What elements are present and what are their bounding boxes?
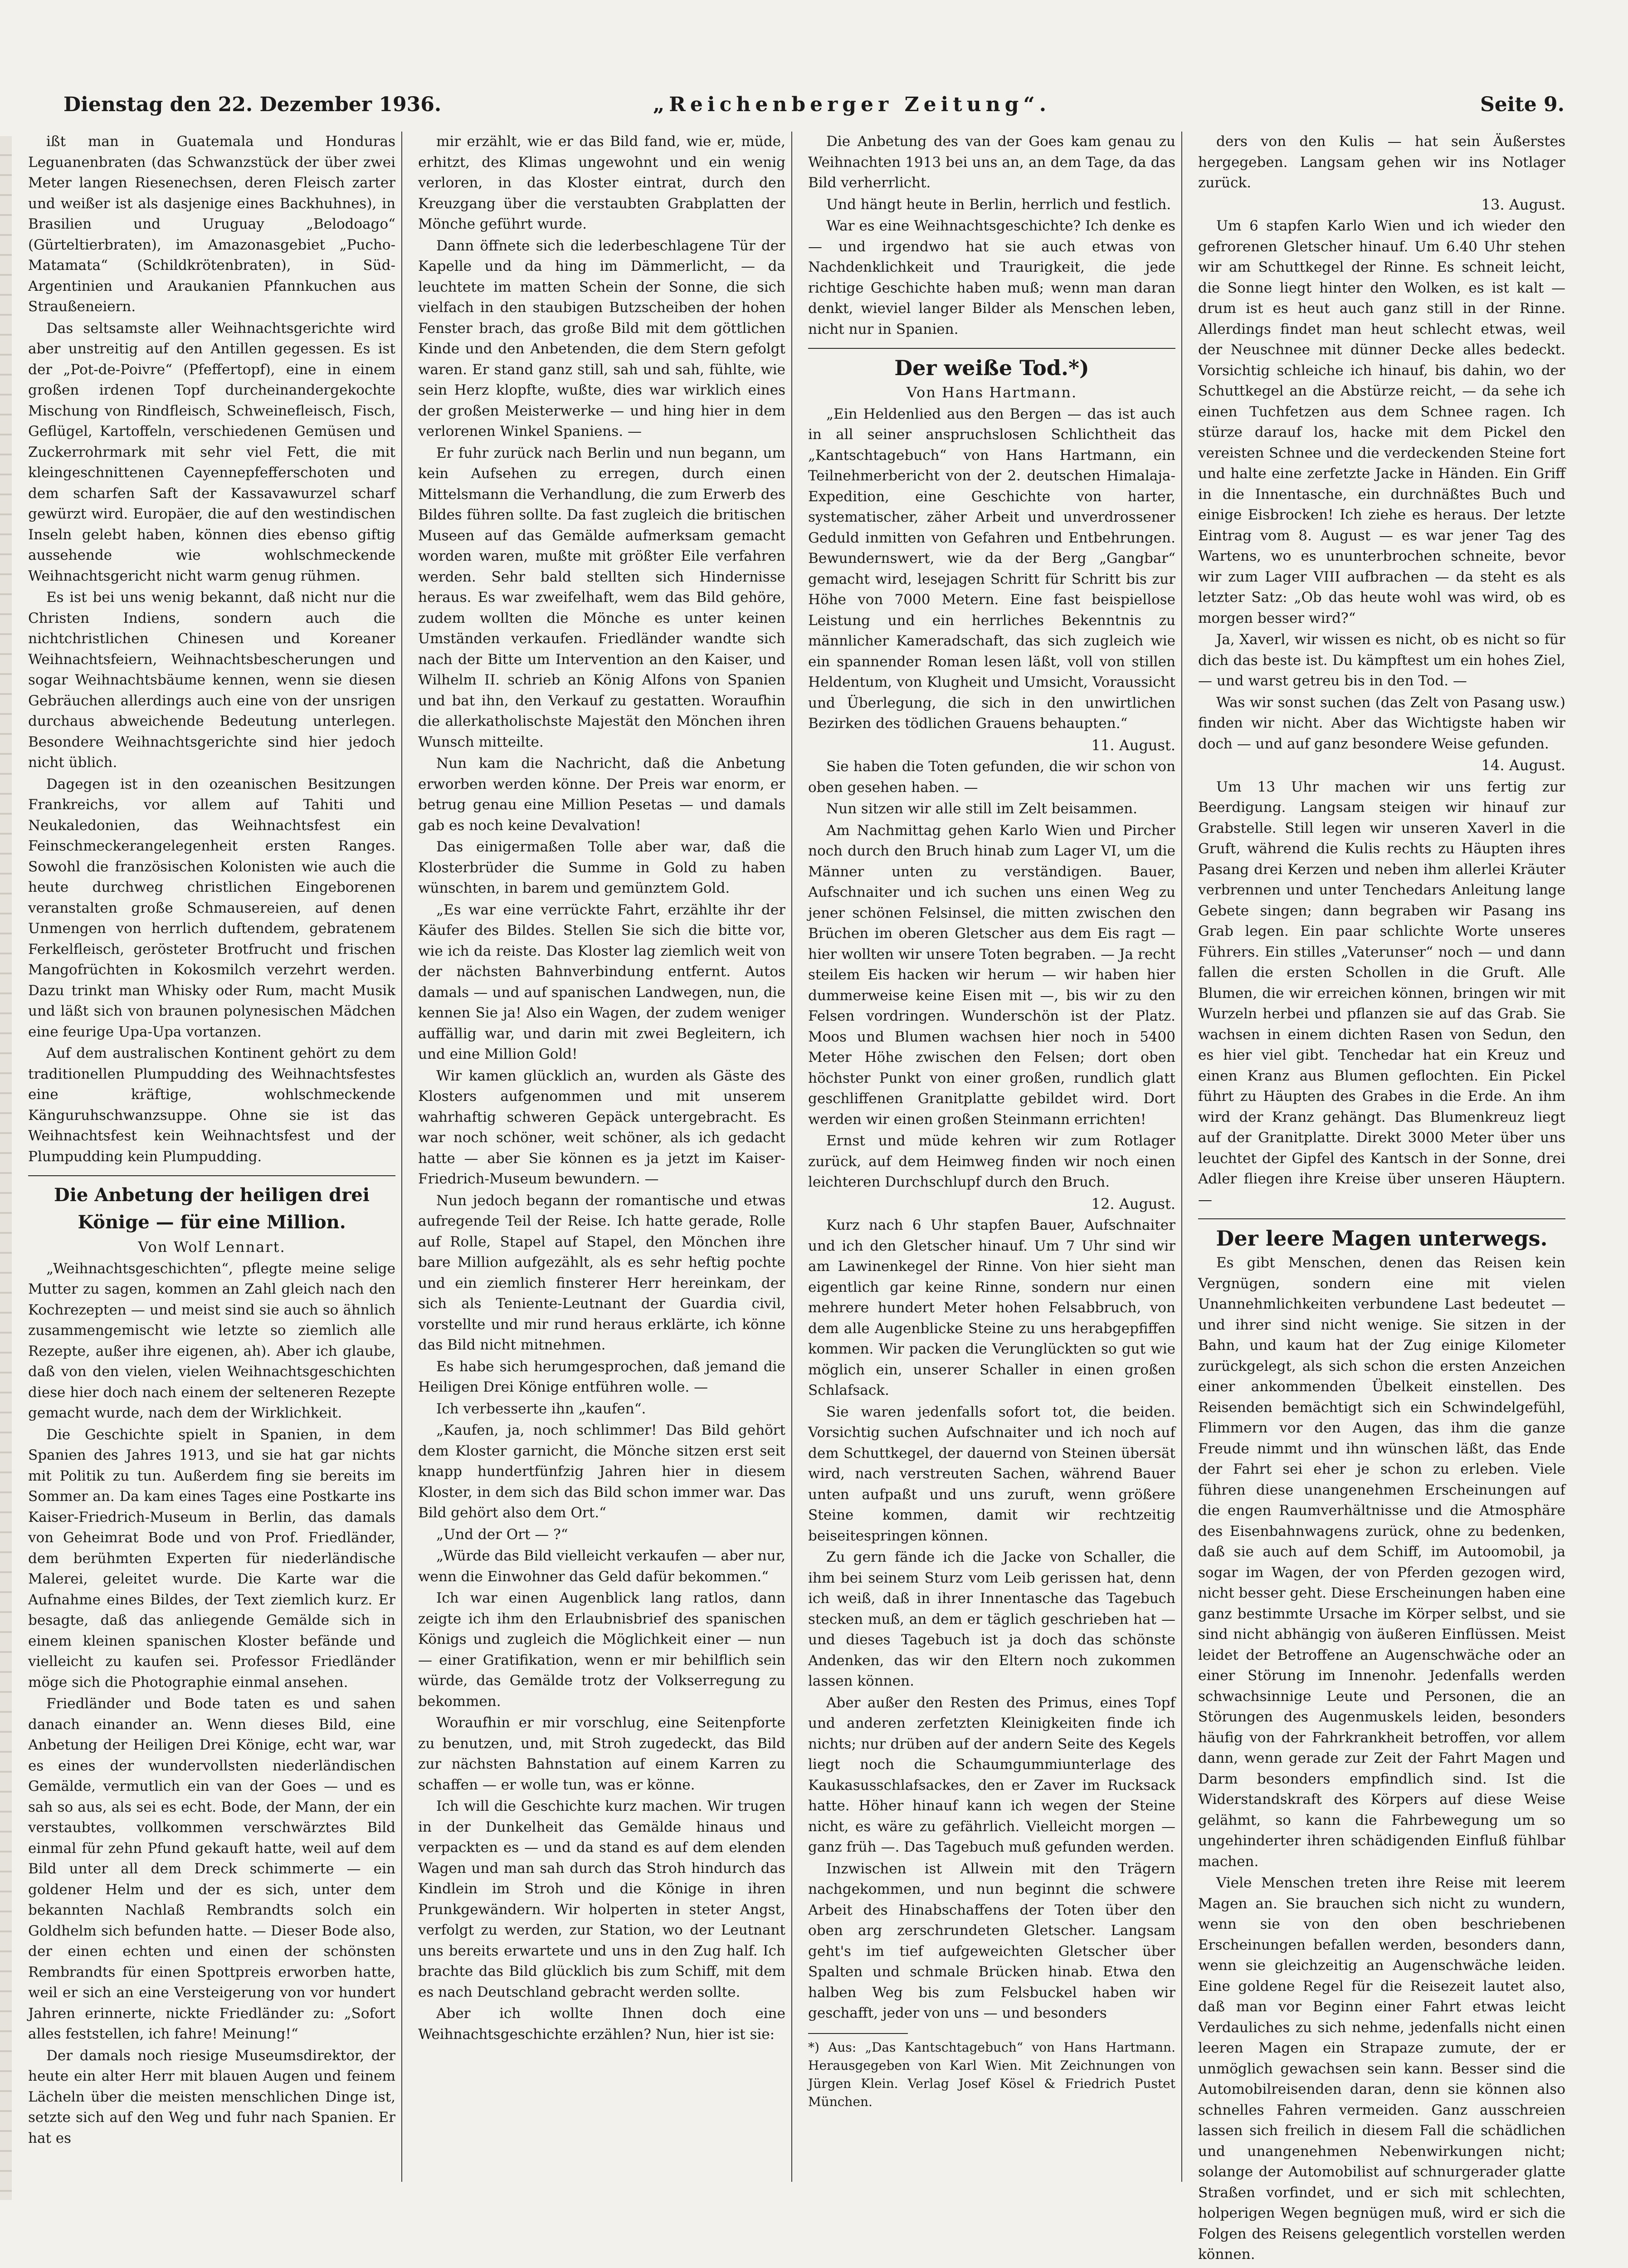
section-divider xyxy=(1198,1218,1565,1219)
paragraph: Es ist bei uns wenig bekannt, daß nicht nur die Christen Indiens, sondern auch die nichtchristlichen Chinesen und Koreaner Weihnachtsfeiern, Weihnachtsbescherungen und sogar Weihnachtsbäume kennen, wenn sie diesen Gebräuchen allerdings auch eine von der unsrigen durchaus abweichende Bedeutung unterlegen. Besondere Weihnachtsgerichte sind hier jedoch nicht üblich. xyxy=(28,589,395,771)
paragraph: Um 13 Uhr machen wir uns fertig zur Beerdigung. Langsam steigen wir hinauf zur Grabstelle. Still legen wir unseren Xaverl in die Gruft, während die Kulis rechts zu Häupten ihres Pasang drei Kerzen und neben ihm allerlei Kräuter verbrennen und unter Tenchedars Anleitung lange Gebete singen; dann begraben wir Pasang ins Grab legen. Ein paar schlichte Worte unseres Führers. Ein stilles „Vaterunser“ noch — und dann fallen die ersten Schollen in die Gruft. Alle Blumen, die wir erreichen können, bringen wir mit Wurzeln herbei und pflanzen sie auf das Grab. Sie wachsen in einem dichten Rasen von Sedun, den es hier viel gibt. Tenchedar hat ein Kreuz und einen Kranz aus Blumen geflochten. Ein Pickel führt zu Häupten des Grabes in die Erde. An ihm wird der Kranz gehängt. Das Blumenkreuz liegt auf der Granitplatte. Direkt 3000 Meter über uns leuchtet der Gipfel des Kantsch in der Sonne, drei Adler fliegen ihre Kreise über unseren Häuptern. — xyxy=(1198,778,1565,1208)
paragraph: Viele Menschen treten ihre Reise mit leerem Magen an. Sie brauchen sich nicht zu wundern, wenn sie von den oben beschriebenen Erscheinungen befallen werden, besonders dann, wenn sie gleichzeitig an Augenschwäche leiden. Eine goldene Regel für die Reisezeit lautet also, daß man vor Beginn einer Fahrt etwas leicht Verdauliches zu sich nehme, jedenfalls nicht einen leeren Magen ein Strapaze zumute, der er unmöglich gewachsen sein kann. Besser sind die Automobilreisenden daran, denn sie können also schnelles Fahren vermeiden. Ganz ausschreien lassen sich freilich in diesem Fall die schädlichen und unangenehmen Nebenwirkungen nicht; solange der Automobilist auf schnurgerader glatte Straßen vorfindet, und er sich mit schlechten, holperigen Wegen begnügen muß, wird er sich die Folgen des Reisens gelegentlich vorstellen werden können. xyxy=(1198,1875,1565,2263)
column-rule xyxy=(791,132,792,2182)
diary-date: 13. August. xyxy=(1481,196,1565,213)
paragraph: Es habe sich herumgesprochen, daß jemand die Heiligen Drei Könige entführen wolle. — xyxy=(418,1358,785,1395)
section-divider xyxy=(808,348,1175,349)
paragraph: Das einigermaßen Tolle aber war, daß die Klosterbrüder die Summe in Gold zu haben wünschten, in barem und gemünztem Gold. xyxy=(418,839,785,896)
paragraph: Wir kamen glücklich an, wurden als Gäste des Klosters aufgenommen und mit unserem wahrhaftig schweren Gepäck untergebracht. Es war noch schöner, weit schöner, als ich gedacht hatte — aber Sie können es ja jetzt im Kaiser-Friedrich-Museum bewundern. — xyxy=(418,1067,785,1187)
paragraph: mir erzählt, wie er das Bild fand, wie er, müde, erhitzt, des Klimas ungewohnt und ein wenig verloren, in das Kloster eintrat, durch den Kreuzgang über die verstaubten Grabplatten der Mönche geführt wurde. xyxy=(418,133,785,232)
paragraph: Und hängt heute in Berlin, herrlich und festlich. xyxy=(826,196,1171,213)
paragraph: Zu gern fände ich die Jacke von Schaller, die ihm bei seinem Sturz vom Leib gerissen hat, denn ich weiß, daß in ihrer Innentasche das Tagebuch stecken muß, an dem er täglich geschrieben hat — und dieses Tagebuch ist ja doch das schönste Andenken, das wir den Eltern noch zukommen lassen können. xyxy=(808,1549,1175,1689)
paragraph: War es eine Weihnachtsgeschichte? Ich denke es — und irgendwo hat sie auch etwas von Nachdenklichkeit und Traurigkeit, die jede richtige Geschichte haben muß; wenn man daran denkt, wieviel langer Bilder als Menschen leben, nicht nur in Spanien. xyxy=(808,218,1175,337)
paragraph: Ja, Xaverl, wir wissen es nicht, ob es nicht so für dich das beste ist. Du kämpftest um ein hohes Ziel, — und warst getreu bis in den Tod. — xyxy=(1198,631,1565,689)
paragraph: „Kaufen, ja, noch schlimmer! Das Bild gehört dem Kloster garnicht, die Mönche sitzen erst seit knapp hundertfünfzig Jahren hier in diesem Kloster, in dem sich das Bild schon immer war. Das Bild gehört also dem Ort.“ xyxy=(418,1422,785,1521)
column-4 xyxy=(1198,132,1565,2263)
diary-date: 14. August. xyxy=(1481,757,1565,774)
paragraph: Dagegen ist in den ozeanischen Besitzungen Frankreichs, vor allem auf Tahiti und Neukaledonien, das Weihnachtsfest ein Feinschmeckerangelegenheit ersten Ranges. Sowohl die französischen Kolonisten wie auch die heute durchweg christlichen Eingeborenen veranstalten große Schmausereien, auf denen Unmengen von herrlich duftendem, gebratenem Ferkelfleisch, gerösteter Brotfrucht und frischen Mangofrüchten in Kokosmilch verzehrt werden. Dazu trinkt man Whisky oder Rum, macht Musik und läßt sich von braunen polynesischen Mädchen eine feurige Upa-Upa vortanzen. xyxy=(28,776,395,1040)
paragraph: Nun kam die Nachricht, daß die Anbetung erworben werden könne. Der Preis war enorm, er betrug genau eine Million Pesetas — und damals gab es noch keine Devalvation! xyxy=(418,755,785,834)
column-rule xyxy=(1181,132,1182,2182)
paragraph: Woraufhin er mir vorschlug, eine Seitenpforte zu benutzen, und, mit Stroh zugedeckt, das Bild zur nächsten Bahnstation auf einem Karren zu schaffen — er wolle tun, was er könne. xyxy=(418,1715,785,1793)
paragraph: Die Geschichte spielt in Spanien, in dem Spanien des Jahres 1913, und sie hat gar nichts mit Politik zu tun. Außerdem fing sie bereits im Sommer an. Da kam eines Tages eine Postkarte ins Kaiser-Friedrich-Museum in Berlin, das damals von Geheimrat Bode und von Prof. Friedländer, dem berühmten Experten für niederländische Malerei, geleitet wurde. Die Karte war die Aufnahme eines Bildes, der Text ziemlich kurz. Er besagte, daß das anliegende Gemälde sich in einem kleinen spanischen Kloster befände und vielleicht zu kaufen sei. Professor Friedländer möge sich die Photographie einmal ansehen. xyxy=(28,1426,395,1691)
paragraph: Er fuhr zurück nach Berlin und nun begann, um kein Aufsehen zu erregen, durch einen Mittelsmann die Verhandlung, die zum Erwerb des Bildes führen sollte. Da fast zugleich die britischen Museen auf das Gemälde aufmerksam gemacht worden waren, mußte mit größter Eile verfahren werden. Sehr bald stellten sich Hindernisse heraus. Es war zweifelhaft, wem das Bild gehöre, zudem wollten die Mönche es unter keinen Umständen verkaufen. Friedländer wandte sich nach der Bitte um Intervention an den Kaiser, und Wilhelm II. schrieb an König Alfons von Spanien und bat ihn, den Verkauf zu gestatten. Woraufhin die allerkatholischste Majestät den Mönchen ihren Wunsch mitteilte. xyxy=(418,445,785,750)
paragraph: Aber ich wollte Ihnen doch eine Weihnachtsgeschichte erzählen? Nun, hier ist sie: xyxy=(418,2005,785,2043)
paragraph: Ich will die Geschichte kurz machen. Wir trugen in der Dunkelheit das Gemälde hinaus und verpackten es — und da stand es auf dem elenden Wagen und man sah durch das Stroh hindurch das Kindlein im Stroh und die Könige in ihren Prunkgewändern. Wir holperten in steter Angst, verfolgt zu werden, zur Station, wo der Leutnant uns bereits erwartete und uns in den Zug half. Ich brachte das Bild glücklich bis zum Schiff, mit dem es nach Deutschland gebracht werden sollte. xyxy=(418,1798,785,2000)
paragraph: „Es war eine verrückte Fahrt, erzählte ihr der Käufer des Bildes. Stellen Sie sich die bitte vor, wie ich da reiste. Das Kloster lag ziemlich weit von der nächsten Bahnverbindung entfernt. Autos damals — und auf spanischen Landwegen, nun, die kennen Sie ja! Also ein Wagen, der zudem weniger auffällig war, und darin mit zwei Begleitern, ich und eine Million Gold! xyxy=(418,901,785,1062)
paragraph: Der damals noch riesige Museumsdirektor, der heute ein alter Herr mit blauen Augen und feinem Lächeln über die meisten menschlichen Dinge ist, setzte sich auf den Weg und fuhr nach Spanien. Er hat es xyxy=(28,2047,395,2146)
footnote-divider xyxy=(808,2033,908,2034)
page-header xyxy=(0,0,1628,122)
paragraph: Es gibt Menschen, denen das Reisen kein Vergnügen, sondern eine mit vielen Unannehmlichkeiten verbundene Last bedeutet — und ihrer sind nicht wenige. Sie sitzen in der Bahn, und kaum hat der Zug einige Kilometer zurückgelegt, als sich schon die ersten Anzeichen einer ankommenden Übelkeit einstellen. Des Reisenden bemächtigt sich ein Schwindelgefühl, Flimmern vor den Augen, das ihm die ganze Freude nimmt und ihn wünschen läßt, das Ende der Fahrt sei eher je schon zu erleben. Viele führen diese unangenehmen Erscheinungen auf die engen Raumverhältnisse und die Atmosphäre des Eisenbahnwagens zurück, ohne zu bedenken, daß sie auch auf dem Schiff, im Autoomobil, ja sogar im Wagen, der von Pferden gezogen wird, nicht besser geht. Diese Erscheinungen haben eine ganz bestimmte Ursache im Körper selbst, und sie sind nicht abhängig von äußeren Einflüssen. Meist leidet der Betroffene an Augenschwäche oder an einer Störung im Innenohr. Jedenfalls werden schwachsinnige Leute und Personen, die an Störungen des Augenmuskels leiden, besonders häufig von der Fahrkrankheit betroffen, vor allem dann, wenn gerade zur Zeit der Fahrt Magen und Darm besonders empfindlich sind. Ist die Widerstandskraft des Körpers auf diese Weise gelähmt, so kann die Fahrbewegung um so ungehinderter ihren schädigenden Einfluß fühlbar machen. xyxy=(1198,1255,1565,1870)
paragraph: „Ein Heldenlied aus den Bergen — das ist auch in all seiner anspruchslosen Schlichtheit das „Kantschtagebuch“ von Hans Hartmann, ein Teilnehmerbericht von der 2. deutschen Himalaja-Expedition, eine Geschichte von harter, systematischer, zäher Arbeit und unverdrossener Geduld inmitten von Gefahren und Entbehrungen. Bewundernswert, wie da der Berg „Gangbar“ gemacht wird, lesejagen Schritt für Schritt bis zur Höhe von 7000 Metern. Eine fast beispiellose Leistung und ein herrliches Bekenntnis zu männlicher Kameradschaft, das sich zugleich wie ein spannender Roman lesen läßt, voll von stillen Heldentum, von Klugheit und Umsicht, Voraussicht und Überlegung, die sich in den unwirtlichen Bezirken des tödlichen Grauens behaupten.“ xyxy=(808,406,1175,732)
paragraph: Um 6 stapfen Karlo Wien und ich wieder den gefrorenen Gletscher hinauf. Um 6.40 Uhr stehen wir am Schuttkegel der Rinne. Es schneit leicht, die Sonne liegt hinter den Wolken, es ist kalt — drum ist es heut auch ganz still in der Rinne. Allerdings findet man heut schlecht etwas, weil der Neuschnee mit dünner Decke alles bedeckt. Vorsichtig schleiche ich hinauf, bis dahin, wo der Schuttkegel an die Abstürze reicht, — da sehe ich einen Tuchfetzen aus dem Schnee ragen. Ich stürze darauf los, hacke mit dem Pickel den vereisten Schnee und die verdeckenden Steine fort und halte eine zerfetzte Jacke in Händen. Ein Griff in die Innentasche, ein durchnäßtes Buch und einige Eisbrocken! Ich ziehe es heraus. Der letzte Eintrag vom 8. August — es war jener Tag des Wartens, wo es ununterbrochen schneite, bevor wir zum Lager VIII aufbrachen — da steht es als letzter Satz: „Ob das heute wohl was wird, ob es morgen besser wird?“ xyxy=(1198,218,1565,626)
paragraph: Kurz nach 6 Uhr stapfen Bauer, Aufschnaiter und ich den Gletscher hinauf. Um 7 Uhr sind wir am Lawinenkegel der Rinne. Von hier sieht man eigentlich gar keine Rinne, sondern nur einen mehrere hundert Meter hohen Felsabbruch, von dem alle Augenblicke Steine zu uns herabgepfiffen kommen. Wir packen die Verunglückten so gut wie möglich ein, unserer Schaller in einen großen Schlafsack. xyxy=(808,1217,1175,1398)
column-rule xyxy=(401,132,402,2182)
article-title: Der weiße Tod.*) xyxy=(894,356,1089,380)
paragraph: Nun sitzen wir alle still im Zelt beisammen. xyxy=(826,801,1138,817)
paragraph: Am Nachmittag gehen Karlo Wien und Pircher noch durch den Bruch hinab zum Lager VI, um die Männer unten zu verständigen. Bauer, Aufschnaiter und ich suchen uns einen Weg zu jener schönen Felsinsel, die mitten zwischen den Brüchen im oberen Gletscher aus dem Eis ragt — hier wollten wir unsere Toten begraben. — Ja recht steilem Eis hacken wir herum — wir haben hier dummerweise keine Eisen mit —, bis wir zu den Felsen vordringen. Wunderschön ist der Platz. Moos und Blumen wachsen hier noch in 5400 Meter Höhe zwischen den Felsen; dort oben höchster Punkt von einer großen, rundlich glatt geschliffenen Granitplatte gebildet wird. Dort werden wir einen großen Steinmann errichten! xyxy=(808,822,1175,1128)
paragraph: ders von den Kulis — hat sein Äußerstes hergegeben. Langsam gehen wir ins Notlager zurück. xyxy=(1198,133,1565,191)
paragraph: Auf dem australischen Kontinent gehört zu dem traditionellen Plumpudding des Weihnachtsfestes eine kräftige, wohlschmeckende Känguruhschwanzsuppe. Ohne sie ist das Weihnachtsfest kein Weihnachtsfest und der Plumpudding kein Plumpudding. xyxy=(28,1045,395,1165)
page-number: Seite 9. xyxy=(1480,93,1565,116)
diary-date: 12. August. xyxy=(1091,1195,1175,1212)
paragraph: „Weihnachtsgeschichten“, pflegte meine selige Mutter zu sagen, kommen an Zahl gleich nach den Kochrezepten — und meist sind sie auch so ähnlich zusammengemischt wie letzte so ziemlich alle Rezepte, außer ihre eigenen, ah). Aber ich glaube, daß von den vielen, vielen Weihnachtsgeschichten diese hier doch nach einem der selteneren Rezepte gemacht wurde, nach dem der Wirklichkeit. xyxy=(28,1260,395,1421)
issue-date: Dienstag den 22. Dezember 1936. xyxy=(63,93,442,116)
paragraph: ißt man in Guatemala und Honduras Leguanenbraten (das Schwanzstück der über zwei Meter langen Riesenechsen, deren Fleisch zarter und weißer ist als dasjenige eines Backhuhnes), in Brasilien und Uruguay „Belodoago“ (Gürteltierbraten), im Amazonasgebiet „Pucho-Matamata“ (Schildkrötenbraten), in Süd-Argentinien und Araukanien Pfannkuchen aus Straußeneiern. xyxy=(28,133,395,315)
paragraph: Aber außer den Resten des Primus, eines Topf und anderen zerfetzten Kleinigkeiten finde ich nichts; nur drüben auf der andern Seite des Kegels liegt noch die Schaumgummiunterlage des Kaukasusschlafsackes, den er Zaver im Rucksack hatte. Höher hinauf kann ich wegen der Steine nicht, es wäre zu gefährlich. Vielleicht morgen — ganz früh —. Das Tagebuch muß gefunden werden. xyxy=(808,1694,1175,1855)
paragraph: Inzwischen ist Allwein mit den Trägern nachgekommen, und nun beginnt die schwere Arbeit des Hinabschaffens der Toten über den oben arg zerschrundeten Gletscher. Langsam geht's im tief aufgeweichten Gletscher über Spalten und schmale Brücken hinab. Etwa den halben Weg bis zum Felsbuckel haben wir geschafft, jeder von uns — und besonders xyxy=(808,1860,1175,2021)
column-1 xyxy=(28,132,395,2200)
column-2 xyxy=(418,132,785,2200)
footnote: *) Aus: „Das Kantschtagebuch“ von Hans Hartmann. Herausgegeben von Karl Wien. Mit Zeichnungen von Jürgen Klein. Verlag Josef Kösel & Friedrich Pustet München. xyxy=(808,2039,1175,2109)
section-divider xyxy=(28,1175,395,1176)
diary-date: 11. August. xyxy=(1091,736,1175,754)
article-title: Die Anbetung der heiligen drei Könige — für eine Million. xyxy=(54,1184,370,1233)
paragraph: Die Anbetung des van der Goes kam genau zu Weihnachten 1913 bei uns an, an dem Tage, da das Bild verherrlicht. xyxy=(808,133,1175,191)
paragraph: Dann öffnete sich die lederbeschlagene Tür der Kapelle und da hing im Dämmerlicht, — da leuchtete im matten Schein der Sonne, die sich vielfach in den staubigen Butzscheiben der hohen Fenster brach, das große Bild mit dem göttlichen Kinde und den Anbetenden, die dem Stern gefolgt waren. Er stand ganz still, sah und sah, fühlte, wie sein Herz klopfte, wußte, dies war wirklich eines der großen Meisterwerke — und hing hier in dem verlorenen Winkel Spaniens. — xyxy=(418,237,785,440)
newspaper-name: „Reichenberger Zeitung“. xyxy=(653,93,1051,116)
article-title: Der leere Magen unterwegs. xyxy=(1216,1226,1548,1251)
article-byline: Von Wolf Lennart. xyxy=(138,1238,286,1256)
paragraph: Ich war einen Augenblick lang ratlos, dann zeigte ich ihm den Erlaubnisbrief des spanischen Königs und zugleich die Möglichkeit einer — nun — einer Gratifikation, wenn er mir behilflich sein würde, das Gemälde trotz der Volkserregung zu bekommen. xyxy=(418,1590,785,1710)
paragraph: Ich verbesserte ihn „kaufen“. xyxy=(436,1400,646,1417)
paragraph: Nun jedoch begann der romantische und etwas aufregende Teil der Reise. Ich hatte gerade, Rolle auf Rolle, Stapel auf Stapel, den Mönchen ihre bare Million aufgezählt, als es sehr heftig pochte und ein ziemlich finsterer Herr hereinkam, der sich als Teniente-Leutnant der Guardia civil, vorstellte und mir rund heraus erklärte, ich könne das Bild nicht mitnehmen. xyxy=(418,1192,785,1353)
adjacent-page-edge xyxy=(0,136,12,2200)
paragraph: Ernst und müde kehren wir zum Rotlager zurück, auf dem Heimweg finden wir noch einen leichteren Durchschlupf durch den Bruch. xyxy=(808,1133,1175,1190)
paragraph: „Würde das Bild vielleicht verkaufen — aber nur, wenn die Einwohner das Geld dafür bekommen.“ xyxy=(418,1548,785,1585)
column-3 xyxy=(808,132,1175,2200)
paragraph: „Und der Ort — ?“ xyxy=(436,1526,568,1543)
paragraph: Das seltsamste aller Weihnachtsgerichte wird aber unstreitig auf den Antillen gegessen. Es ist der „Pot-de-Poivre“ (Pfeffertopf), eine in einem großen irdenen Topf durcheinandergekochte Mischung von Rindfleisch, Schweinefleisch, Fisch, Geflügel, Kartoffeln, verschiedenen Gemüsen und Zuckerrohrmark mit sehr viel Fett, die mit kleingeschnittenen Cayennepfefferschoten und dem scharfen Saft der Kassavawurzel scharf gewürzt wird. Europäer, die auf den westindischen Inseln gelebt haben, können dies ebenso giftig aussehende wie wohlschmeckende Weihnachtsgericht nicht warm genug rühmen. xyxy=(28,320,395,584)
paragraph: Friedländer und Bode taten es und sahen danach einander an. Wenn dieses Bild, eine Anbetung der Heiligen Drei Könige, echt war, war es eines der wundervollsten niederländischen Gemälde, vermutlich ein van der Goes — und es sah so aus, als sei es echt. Bode, der Mann, der ein verstaubtes, vollkommen verschwärztes Bild einmal für zehn Pfund gekauft hatte, weil auf dem Bild unter all dem Dreck schimmerte — ein goldener Helm und der es sich, unter dem bekannten Nachlaß Rembrandts solch ein Goldhelm sich befunden hatte. — Dieser Bode also, der einen echten und einen der schönsten Rembrandts für einen Spottpreis erworben hatte, weil er sich an eine Versteigerung von vor hundert Jahren erinnerte, nickte Friedländer zu: „Sofort alles feststellen, ich fahre! Meinung!“ xyxy=(28,1696,395,2042)
article-byline: Von Hans Hartmann. xyxy=(906,384,1077,401)
paragraph: Was wir sonst suchen (das Zelt von Pasang usw.) finden wir nicht. Aber das Wichtigste haben wir doch — und auf ganz besondere Weise gefunden. xyxy=(1198,694,1565,752)
paragraph: Sie haben die Toten gefunden, die wir schon von oben gesehen haben. — xyxy=(808,758,1175,796)
paragraph: Sie waren jedenfalls sofort tot, die beiden. Vorsichtig suchen Aufschnaiter und ich noch auf dem Schuttkegel, der dauernd von Steinen übersät wird, nach verstreuten Sachen, während Bauer unten aufpaßt und uns zuruft, wenn größere Steine kommen, damit wir rechtzeitig beiseitespringen können. xyxy=(808,1403,1175,1544)
